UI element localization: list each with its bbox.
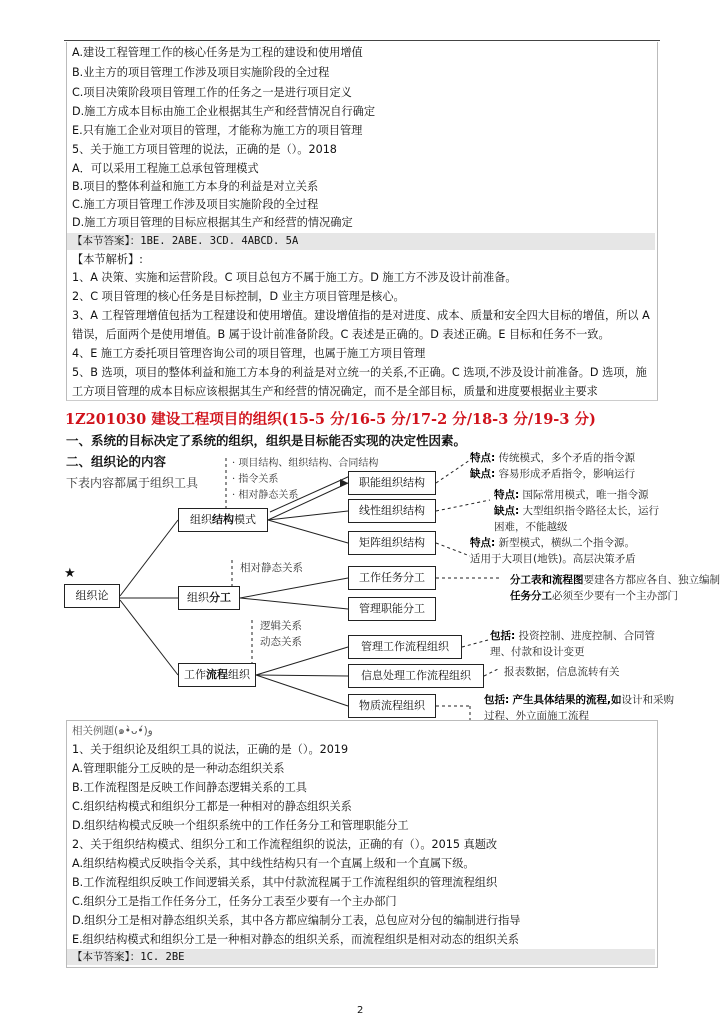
point-two-sub: 下表内容都属于组织工具 [66, 476, 199, 490]
question-line: D.组织结构模式反映一个组织系统中的工作任务分工和管理职能分工 [72, 819, 409, 832]
question-line: 1、关于组织论及组织工具的说法，正确的是（）。2019 [72, 743, 349, 756]
question-line: 2、关于组织结构模式、组织分工和工作流程组织的说法，正确的有（）。2015 真题改 [72, 838, 498, 851]
tools-item: · 相对静态关系 [232, 490, 299, 501]
node-process: 工作流程组织 [178, 663, 256, 687]
label-dynamic: 动态关系 [260, 636, 302, 648]
question-line: D.施工方项目管理的目标应根据其生产和经营的情况确定 [72, 216, 353, 229]
question-line: A.管理职能分工反映的是一种动态组织关系 [72, 762, 285, 775]
analysis-item: 3、A 工程管理增值包括为工程建设和使用增值。建设增值指的是对进度、成本、质量和安全四大目标的增值，所以 A 错误，后面两个是使用增值。B 属于设计前准备阶段。C 表述是正确的。D 表述正确。E 目标和任务不一致。 [72, 309, 650, 341]
section-heading: 1Z201030 建设工程项目的组织(15-5 分/16-5 分/17-2 分/18-3 分/19-3 分) [65, 411, 596, 428]
analysis-item: 5、B 选项，项目的整体利益和施工方本身的利益是对立统一的关系,不正确。C 选项,不涉及设计前准备。D 选项，施工方项目管理的成本目标应该根据其生产和经营的情况确定，而不是全部目标，质量和进度要根据业主要求 [72, 366, 647, 398]
node-task-division: 工作任务分工 [348, 566, 436, 590]
node-root: 组织论 [64, 584, 120, 608]
node-info-process: 信息处理工作流程组织 [348, 664, 484, 688]
node-mgmt-process: 管理工作流程组织 [348, 635, 462, 659]
note-division-1: 分工表和流程图要建各方都应各自、独立编制 [510, 574, 720, 586]
note-matrix-adv: 特点: 新型模式，横纵二个指令源。 [470, 537, 636, 549]
note-functional-adv: 特点: 传统模式，多个矛盾的指令源 [470, 452, 636, 464]
example-title: 相关例题(๑•̀ᴗ•́)و [72, 725, 153, 737]
question-line: B.工作流程图是反映工作间静态逻辑关系的工具 [72, 781, 307, 794]
note-linear-dis: 缺点: 大型组织指令路径太长，运行 [494, 505, 660, 517]
note-mgmt: 包括: 投资控制、进度控制、合同管 [490, 630, 656, 642]
question-line: B.工作流程组织反映工作间逻辑关系，其中付款流程属于工作流程组织的管理流程组织 [72, 876, 498, 889]
question-line: A.建设工程管理工作的核心任务是为工程的建设和使用增值 [72, 46, 363, 59]
analysis-item: 2、C 项目管理的核心任务是目标控制，D 业主方项目管理是核心。 [72, 290, 405, 303]
answer-line: 【本节答案】：1C. 2BE [72, 951, 185, 963]
question-line: C.施工方项目管理工作涉及项目实施阶段的全过程 [72, 198, 319, 211]
question-line: B.业主方的项目管理工作涉及项目实施阶段的全过程 [72, 66, 330, 79]
question-line: C.组织分工是指工作任务分工，任务分工表至少要有一个主办部门 [72, 895, 397, 908]
node-linear: 线性组织结构 [348, 499, 436, 523]
node-mgmt-function: 管理职能分工 [348, 597, 436, 621]
note-matrix-adv2: 适用于大项目(地铁)。高层决策矛盾 [470, 553, 636, 565]
question-line: D.施工方成本目标由施工企业根据其生产和经营情况自行确定 [72, 105, 376, 118]
question-line: A.组织结构模式反映指令关系，其中线性结构只有一个直属上级和一个直属下级。 [72, 857, 475, 870]
node-structure: 组织结构模式 [178, 508, 268, 532]
node-functional: 职能组织结构 [348, 471, 436, 495]
question-line: C.项目决策阶段项目管理工作的任务之一是进行项目定义 [72, 86, 352, 99]
analysis-title: 【本节解析】: [72, 253, 143, 266]
answer-line: 【本节答案】：1BE. 2ABE. 3CD. 4ABCD. 5A [72, 235, 299, 247]
node-matrix: 矩阵组织结构 [348, 531, 436, 555]
note-material: 包括: 产生具体结果的流程,如设计和采购 [484, 694, 675, 706]
note-material2: 过程、外立面施工流程 [484, 710, 589, 722]
question-line: C.组织结构模式和组织分工都是一种相对的静态组织关系 [72, 800, 352, 813]
analysis-item: 4、E 施工方委托项目管理咨询公司的项目管理，也属于施工方项目管理 [72, 347, 426, 360]
label-static: 相对静态关系 [240, 562, 303, 574]
star-icon: ★ [64, 566, 76, 581]
node-division: 组织分工 [178, 586, 240, 610]
question-line: E.组织结构模式和组织分工是一种相对静态的组织关系，而流程组织是相对动态的组织关系 [72, 933, 519, 946]
note-linear-dis2: 困难，不能越级 [494, 521, 568, 533]
note-mgmt2: 理、付款和设计变更 [490, 646, 585, 658]
question-line: D.组织分工是相对静态组织关系，其中各方都应编制分工表，总包应对分包的编制进行指导 [72, 914, 521, 927]
label-logic: 逻辑关系 [260, 620, 302, 632]
analysis-item: 1、A 决策、实施和运营阶段。C 项目总包方不属于施工方。D 施工方不涉及设计前准备。 [72, 271, 517, 284]
question-line: B.项目的整体利益和施工方本身的利益是对立关系 [72, 180, 319, 193]
page-number: 2 [357, 1005, 364, 1016]
note-functional-dis: 缺点: 容易形成矛盾指令，影响运行 [470, 468, 636, 480]
question-line: 5、关于施工方项目管理的说法，正确的是（）。2018 [72, 143, 337, 156]
point-one: 一、系统的目标决定了系统的组织，组织是目标能否实现的决定性因素。 [66, 433, 467, 448]
tools-item: · 项目结构、组织结构、合同结构 [232, 458, 379, 469]
note-info: 报表数据，信息流转有关 [504, 666, 620, 678]
note-linear-adv: 特点: 国际常用模式，唯一指令源 [494, 489, 649, 501]
point-two: 二、组织论的内容 [66, 454, 167, 469]
tools-item: · 指令关系 [232, 474, 279, 485]
note-division-2: 任务分工必须至少要有一个主办部门 [510, 590, 678, 602]
question-line: E.只有施工企业对项目的管理，才能称为施工方的项目管理 [72, 124, 363, 137]
question-line: A．可以采用工程施工总承包管理模式 [72, 162, 259, 175]
node-material-process: 物质流程组织 [348, 694, 436, 718]
